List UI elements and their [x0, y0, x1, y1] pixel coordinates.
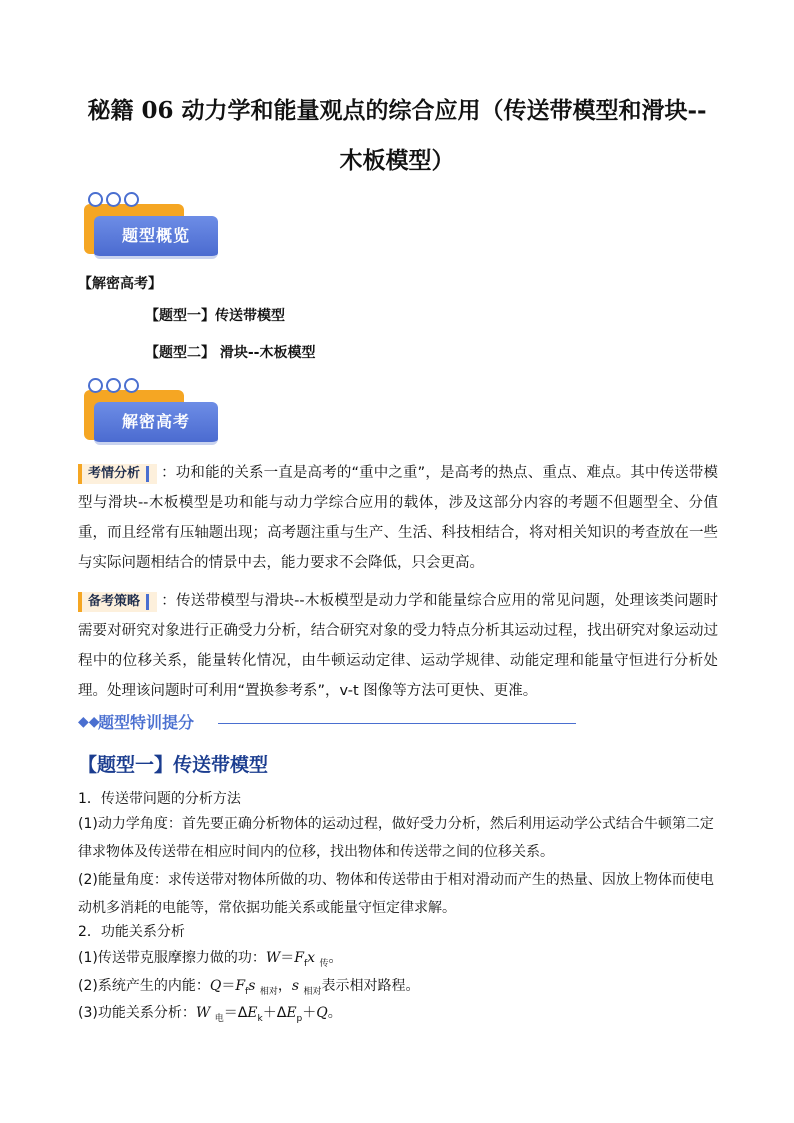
- content-paragraph: (2)能量角度：求传送带对物体所做的功、物体和传送带由于相对滑动而产生的热量、因放上物体而使电动机多消耗的电能等，常依据功能关系或能量守恒定律求解。: [78, 872, 714, 916]
- badge-label: 题型概览: [94, 216, 218, 259]
- section-heading: 【题型一】传送带模型: [78, 754, 269, 776]
- section-badge-decode: [76, 378, 218, 458]
- formula-line: (1)传送带克服摩擦力做的功：$W=F_fx$ $_传$。: [78, 950, 343, 969]
- overview-item: 【题型二】 滑块--木板模型: [145, 345, 316, 361]
- exam-analysis-paragraph: [78, 458, 718, 578]
- exam-analysis-tag: 考情分析: [78, 464, 157, 484]
- exam-analysis-text: ：功和能的关系一直是高考的“重中之重”，是高考的热点、重点、难点。其中传送带模型与滑块--木板模型是功和能与动力学综合应用的载体，涉及这部分内容的考题不但题型全、分值重，而且经常有压轴题出现；高考题注重与生产、生活、科技相结合，将对相关知识的考查放在一些与实际问题相结合的情景中去，能力要求不会降低，只会更高。: [78, 465, 718, 571]
- tag-bar-icon: [146, 594, 149, 610]
- divider-label: 题型特训提分: [98, 713, 195, 732]
- ring-icon: [106, 378, 121, 393]
- subsection-title: 1．传送带问题的分析方法: [78, 791, 241, 807]
- badge-label: 解密高考: [94, 402, 218, 445]
- overview-heading: 【解密高考】: [78, 276, 162, 292]
- formula-line: (2)系统产生的内能：$Q=F_fs$ $_{相对}$，s $_{相对}$表示相对路程。: [78, 978, 420, 997]
- page-title-line-2: 木板模型）: [339, 147, 455, 174]
- ring-icon: [124, 192, 139, 207]
- section-badge-overview: [76, 192, 218, 272]
- formula-line: (3)功能关系分析：W $_电=\Delta E_k+\Delta E_p+Q$。: [78, 1005, 342, 1024]
- diamond-icon: ◆◆: [78, 714, 100, 730]
- prep-strategy-tag: 备考策略: [78, 592, 157, 612]
- ring-icon: [124, 378, 139, 393]
- badge-rings: [88, 378, 142, 397]
- divider-line: [218, 723, 576, 724]
- overview-item: 【题型一】传送带模型: [145, 308, 285, 324]
- ring-icon: [88, 192, 103, 207]
- ring-icon: [106, 192, 121, 207]
- subsection-title: 2．功能关系分析: [78, 924, 185, 940]
- content-paragraph: (1)动力学角度：首先要正确分析物体的运动过程，做好受力分析，然后利用运动学公式结合牛顿第二定律求物体及传送带在相应时间内的位移，找出物体和传送带之间的位移关系。: [78, 816, 714, 860]
- badge-rings: [88, 192, 142, 211]
- section-divider: [78, 712, 578, 734]
- prep-strategy-text: ：传送带模型与滑块--木板模型是动力学和能量综合应用的常见问题，处理该类问题时需要对研究对象进行正确受力分析，结合研究对象的受力特点分析其运动过程，找出研究对象运动过程中的位移关系，能量转化情况，由牛顿运动定律、运动学规律、动能定理和能量守恒进行分析处理。处理该问题时可利用“置换参考系”，v-t 图像等方法可更快、更准。: [78, 593, 718, 699]
- ring-icon: [88, 378, 103, 393]
- tag-bar-icon: [146, 466, 149, 482]
- page-title-line-1: 秘籍 06 动力学和能量观点的综合应用（传送带模型和滑块--: [87, 97, 707, 124]
- prep-strategy-paragraph: [78, 586, 718, 706]
